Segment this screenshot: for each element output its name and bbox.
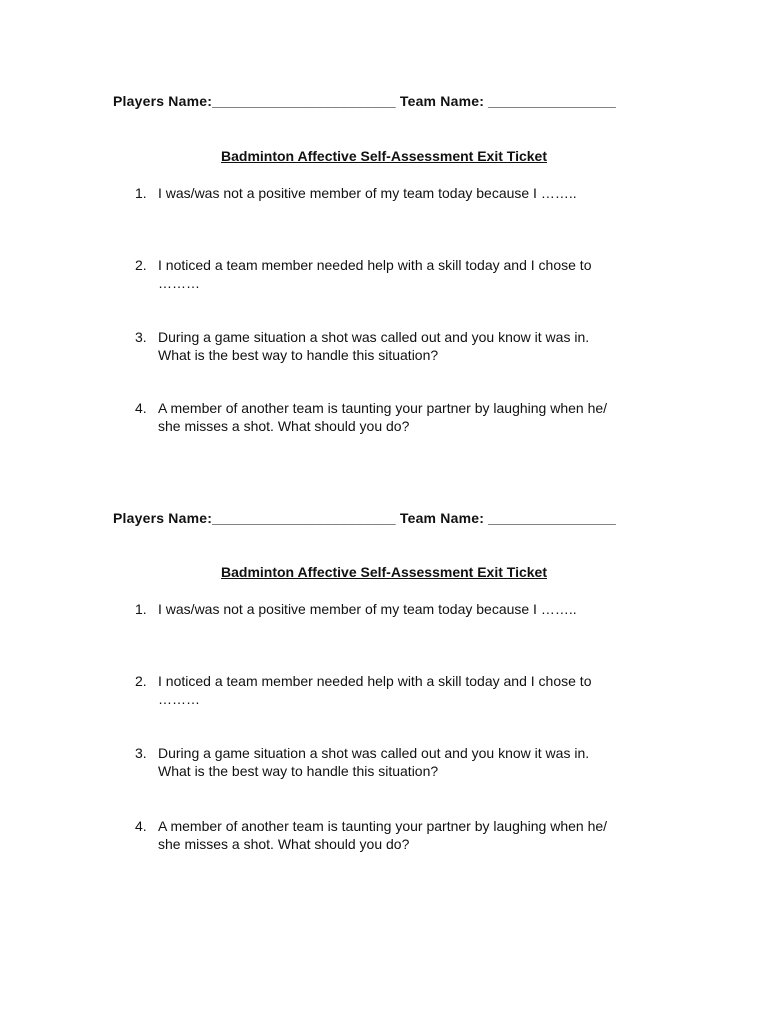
question-text: During a game situation a shot was called out and you know it was in. What is the best way to handle this situation? — [158, 745, 590, 779]
question-text: During a game situation a shot was called out and you know it was in. What is the best way to handle this situation? — [158, 329, 590, 363]
ticket-title: Badminton Affective Self-Assessment Exit Ticket — [221, 148, 547, 164]
question-number: 1. — [135, 601, 147, 617]
question-text: A member of another team is taunting your partner by laughing when he/ she misses a shot. What should you do? — [158, 400, 608, 434]
question-text: I noticed a team member needed help with a skill today and I chose to ……… — [158, 673, 592, 707]
player-team-name-line: Players Name:_______________________ Team Name: ________________ — [113, 93, 616, 109]
player-team-name-line: Players Name:_______________________ Team Name: ________________ — [113, 510, 616, 526]
question-number: 4. — [135, 818, 147, 834]
question-number: 1. — [135, 185, 147, 201]
question-text: I was/was not a positive member of my team today because I …….. — [158, 185, 577, 201]
question-text: I was/was not a positive member of my team today because I …….. — [158, 601, 577, 617]
ticket-title: Badminton Affective Self-Assessment Exit Ticket — [221, 564, 547, 580]
question-number: 2. — [135, 257, 147, 273]
question-text: A member of another team is taunting your partner by laughing when he/ she misses a shot. What should you do? — [158, 818, 608, 852]
question-number: 4. — [135, 400, 147, 416]
question-number: 2. — [135, 673, 147, 689]
question-text: I noticed a team member needed help with a skill today and I chose to ……… — [158, 257, 592, 291]
question-number: 3. — [135, 745, 147, 761]
question-number: 3. — [135, 329, 147, 345]
